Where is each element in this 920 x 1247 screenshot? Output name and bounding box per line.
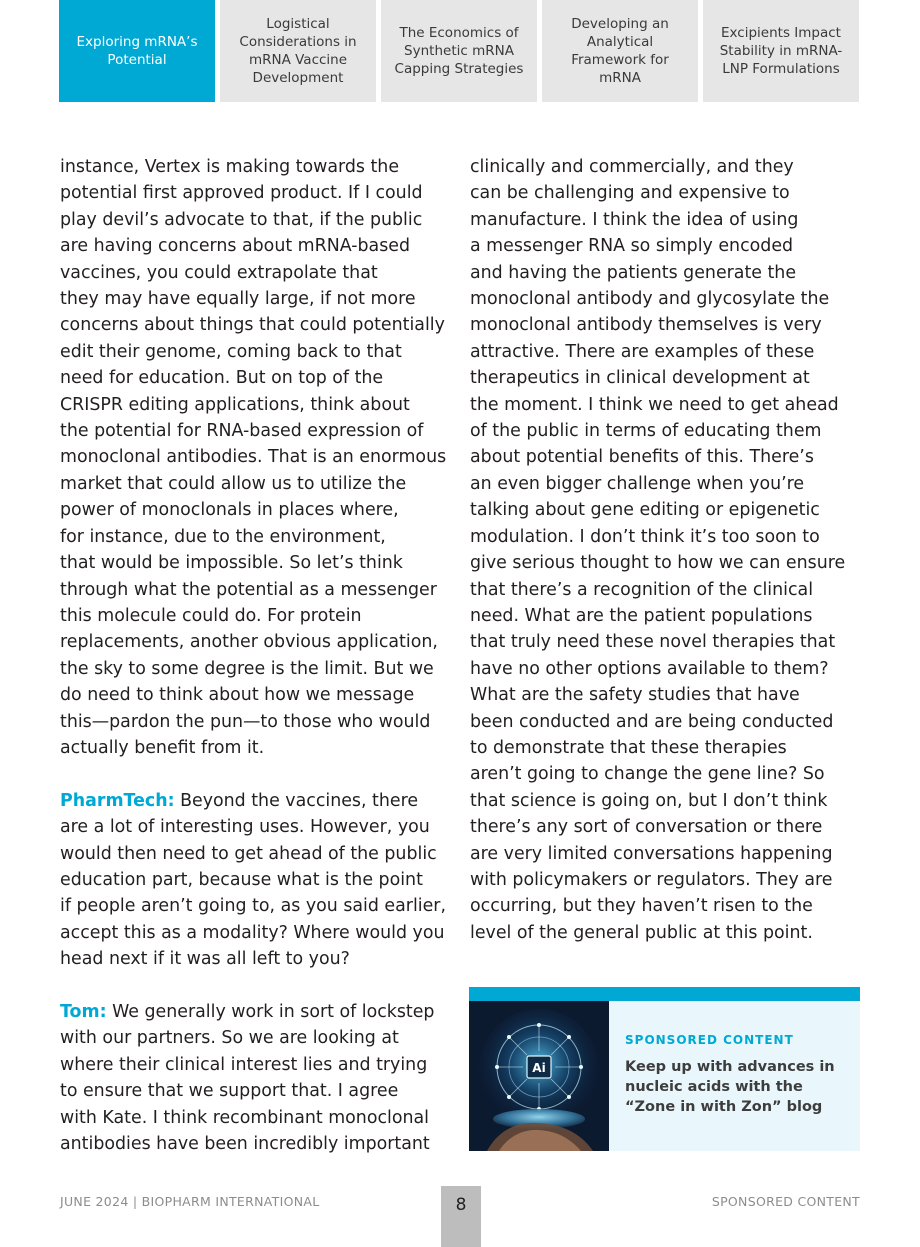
sponsored-content-label: SPONSORED CONTENT: [625, 1033, 794, 1047]
interview-question: [60, 788, 452, 973]
speaker-label: Tom:: [60, 1001, 107, 1022]
footer-publication: JUNE 2024 | BIOPHARM INTERNATIONAL: [60, 1194, 320, 1209]
answer-text: We generally work in sort of lockstep with our partners. So we are looking at where their clinical interest lies and trying to ensure that we support that. I agree with Kate. I think recombinant monoclonal antibodies have been incredibly important: [60, 1001, 435, 1154]
sponsored-content-card[interactable]: [469, 987, 860, 1151]
tab-economics-capping[interactable]: The Economics of Synthetic mRNA Capping Strategies: [381, 0, 537, 102]
ai-hand-image: [469, 1001, 609, 1151]
speaker-label: PharmTech:: [60, 790, 175, 811]
tab-logistical-considerations[interactable]: Logistical Considerations in mRNA Vaccine Development: [220, 0, 376, 102]
article-paragraph: clinically and commercially, and they can be challenging and expensive to manufacture. I think the idea of using a messenger RNA so simply encoded and having the patients generate the monoclonal antibody and glycosylate the monoclonal antibody themselves is very attractive. There are examples of these therapeutics in clinical development at the moment. I think we need to get ahead of the public in terms of educating them about potential benefits of this. There’s an even bigger challenge when you’re talking about gene editing or epigenetic modulation. I don’t think it’s too soon to give serious thought to how we can ensure that there’s a recognition of the clinical need. What are the patient populations that truly need these novel therapies that have no other options available to them? What are the safety studies that have been conducted and are being conducted to demonstrate that these therapies aren’t going to change the gene line? So that science is going on, but I don’t think there’s any sort of conversation or there are very limited conversations happening with policymakers or regulators. They are occurring, but they haven’t risen to the level of the general public at this point.: [470, 157, 846, 943]
sponsor-text-block: [609, 1001, 860, 1151]
section-tabs: [59, 0, 860, 102]
ai-network-illustration: [469, 1001, 609, 1151]
ai-chip-label: Ai: [532, 1061, 546, 1075]
footer-section-label: SPONSORED CONTENT: [711, 1194, 860, 1209]
tab-exploring-mrna-potential[interactable]: Exploring mRNA’s Potential: [59, 0, 215, 102]
tab-excipients-stability[interactable]: Excipients Impact Stability in mRNA-LNP Formulations: [703, 0, 859, 102]
tab-analytical-framework[interactable]: Developing an Analytical Framework for mRNA: [542, 0, 698, 102]
page-number: 8: [441, 1186, 481, 1247]
sponsored-headline-link[interactable]: Keep up with advances in nucleic acids with the “Zone in with Zon” blog: [625, 1059, 835, 1115]
article-paragraph: instance, Vertex is making towards the potential first approved product. If I could play devil’s advocate to that, if the public are having concerns about mRNA-based vaccines, you could extrapolate that they may have equally large, if not more concerns about things that could potentially edit their genome, coming back to that need for education. But on top of the CRISPR editing applications, think about the potential for RNA-based expression of monoclonal antibodies. That is an enormous market that could allow us to utilize the power of monoclonals in places where, for instance, due to the environment, that would be impossible. So let’s think through what the potential as a messenger this molecule could do. For protein replacements, another obvious application, the sky to some degree is the limit. But we do need to think about how we message this—pardon the pun—to those who would actually benefit from it.: [60, 157, 447, 758]
interview-answer: [60, 999, 452, 1157]
question-text: Beyond the vaccines, there are a lot of interesting uses. However, you would then need to get ahead of the public education part, because what is the point if people aren’t going to, as you said earlier, accept this as a modality? Where would you head next if it was all left to you?: [60, 790, 446, 970]
article-column-left: [60, 154, 452, 1157]
article-column-right: [470, 154, 863, 946]
